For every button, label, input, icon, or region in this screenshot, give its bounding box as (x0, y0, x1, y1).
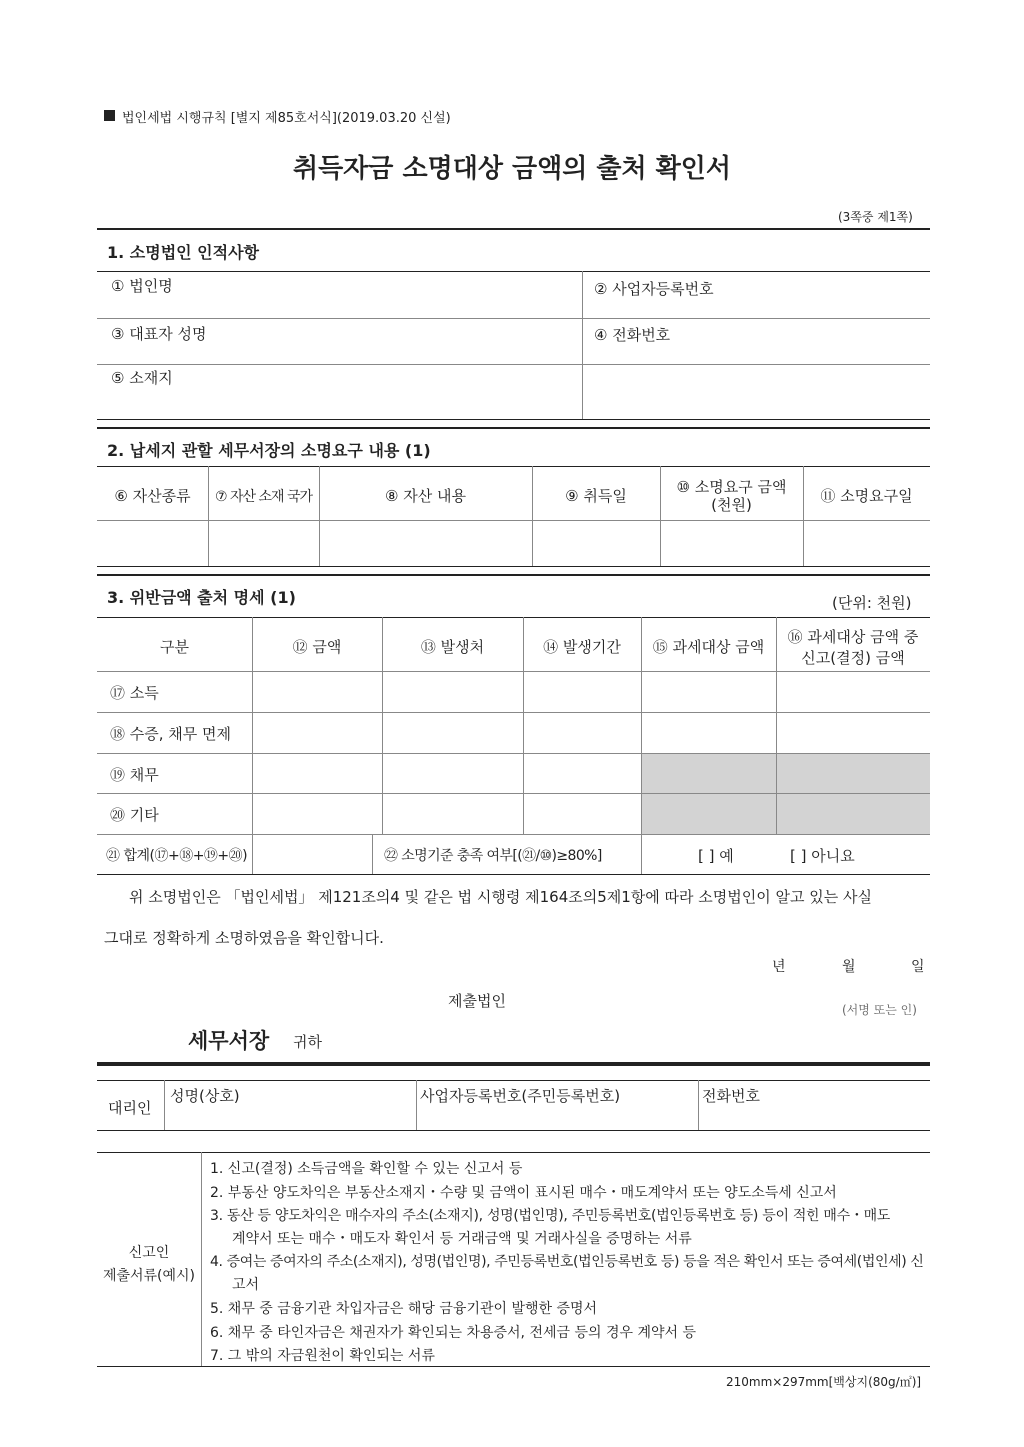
col-division: 구분 (160, 638, 189, 656)
form-id: 법인세법 시행규칙 [별지 제85호서식](2019.03.20 신설) (122, 111, 451, 126)
checkbox-no[interactable]: [ ] 아니요 (790, 847, 855, 865)
declaration-line2: 그대로 정확하게 소명하였음을 확인합니다. (104, 929, 384, 947)
col-amount: ⑫ 금액 (292, 638, 342, 656)
document-item: 6. 채무 중 타인자금은 채권자가 확인되는 차용증서, 전세금 등의 경우 계약서 등 (210, 1325, 697, 1341)
checkbox-yes[interactable]: [ ] 예 (698, 847, 734, 865)
agent-phone-field[interactable]: 전화번호 (702, 1087, 760, 1105)
document-item: 3. 동산 등 양도차익은 매수자의 주소(소재지), 성명(법인명), 주민등록번호(법인등록번호 등) 등이 적힌 매수・매도 (210, 1208, 891, 1224)
document-item: 2. 부동산 양도차익은 부동산소재지・수량 및 금액이 표시된 매수・매도계약서 또는 양도소득세 신고서 (210, 1185, 837, 1201)
col-requested-amount-unit: (천원) (711, 496, 752, 514)
date-day[interactable]: 일 (911, 959, 925, 975)
row-income: ⑰ 소득 (110, 684, 159, 702)
col-asset-country: ⑦ 자산 소재 국가 (214, 489, 313, 505)
bullet-square-icon (104, 110, 115, 121)
documents-label: 신고인 (128, 1245, 170, 1261)
document-item: 5. 채무 중 금융기관 차입자금은 해당 금융기관이 발행한 증명서 (210, 1301, 598, 1317)
section1-table-bottom (97, 419, 930, 420)
document-item: 7. 그 밖의 자금원천이 확인되는 서류 (210, 1348, 435, 1364)
col-acquired-date: ⑨ 취득일 (565, 487, 627, 505)
page-info: (3쪽중 제1쪽) (838, 210, 913, 224)
col-asset-type: ⑥ 자산종류 (114, 487, 191, 505)
agent-label: 대리인 (108, 1099, 152, 1117)
col-source: ⑬ 발생처 (420, 638, 485, 656)
col-reported-amount: ⑯ 과세대상 금액 중 (787, 628, 919, 646)
section1-heading: 1. 소명법인 인적사항 (107, 243, 259, 262)
document-item: 4. 증여는 증여자의 주소(소재지), 성명(법인명), 주민등록번호(법인등록번호 등) 등을 적은 확인서 또는 증여세(법인세) 신 (210, 1254, 924, 1270)
field-rep-name[interactable]: ③ 대표자 성명 (111, 325, 207, 343)
row-gift-exemption: ⑱ 수증, 채무 면제 (110, 725, 232, 743)
section2-heading: 2. 납세지 관할 세무서장의 소명요구 내용 (1) (107, 441, 431, 460)
submitter-label: 제출법인 (448, 992, 506, 1010)
col-asset-content: ⑧ 자산 내용 (385, 487, 466, 505)
signature-label[interactable]: (서명 또는 인) (842, 1003, 917, 1017)
documents-label-l2: 제출서류(예시) (102, 1268, 196, 1284)
declaration-line1: 위 소명법인은 「법인세법」 제121조의4 및 같은 법 시행령 제164조의5제1항에 따라 소명법인이 알고 있는 사실 (129, 888, 872, 906)
row-other: ⑳ 기타 (110, 806, 159, 824)
field-phone[interactable]: ④ 전화번호 (594, 326, 671, 344)
date-year[interactable]: 년 (772, 959, 786, 975)
section3-heading: 3. 위반금액 출처 명세 (1) (107, 588, 296, 607)
row-criteria: ㉒ 소명기준 충족 여부[(㉑/⑩)≥80%] (384, 848, 602, 864)
col-reported-amount-l2: 신고(결정) 금액 (801, 649, 905, 667)
row-debt: ⑲ 채무 (110, 766, 159, 784)
recipient-honorific: 귀하 (293, 1033, 322, 1051)
col-taxable-amount: ⑮ 과세대상 금액 (652, 638, 765, 656)
section1-table-top (97, 271, 930, 272)
recipient: 세무서장 (188, 1029, 270, 1053)
agent-reg-no-field[interactable]: 사업자등록번호(주민등록번호) (420, 1087, 621, 1105)
field-address[interactable]: ⑤ 소재지 (111, 369, 173, 387)
agent-name-field[interactable]: 성명(상호) (170, 1087, 240, 1105)
paper-spec: 210mm×297mm[백상지(80g/㎡)] (726, 1375, 922, 1389)
field-corp-name[interactable]: ① 법인명 (111, 277, 173, 295)
col-request-date: ⑪ 소명요구일 (820, 487, 913, 505)
field-biz-reg-no[interactable]: ② 사업자등록번호 (594, 280, 714, 298)
col-period: ⑭ 발생기간 (543, 638, 621, 656)
date-month[interactable]: 월 (842, 959, 856, 975)
row-total: ㉑ 합계(⑰+⑱+⑲+⑳) (106, 848, 248, 864)
col-requested-amount: ⑩ 소명요구 금액 (676, 478, 787, 496)
section3-unit: (단위: 천원) (832, 594, 912, 612)
section1-top-rule (97, 228, 930, 230)
document-item: 고서 (232, 1277, 260, 1293)
page-title: 취득자금 소명대상 금액의 출처 확인서 (292, 154, 732, 184)
document-item: 1. 신고(결정) 소득금액을 확인할 수 있는 신고서 등 (210, 1161, 523, 1177)
document-item: 계약서 또는 매수・매도자 확인서 등 거래금액 및 거래사실을 증명하는 서류 (232, 1231, 692, 1247)
